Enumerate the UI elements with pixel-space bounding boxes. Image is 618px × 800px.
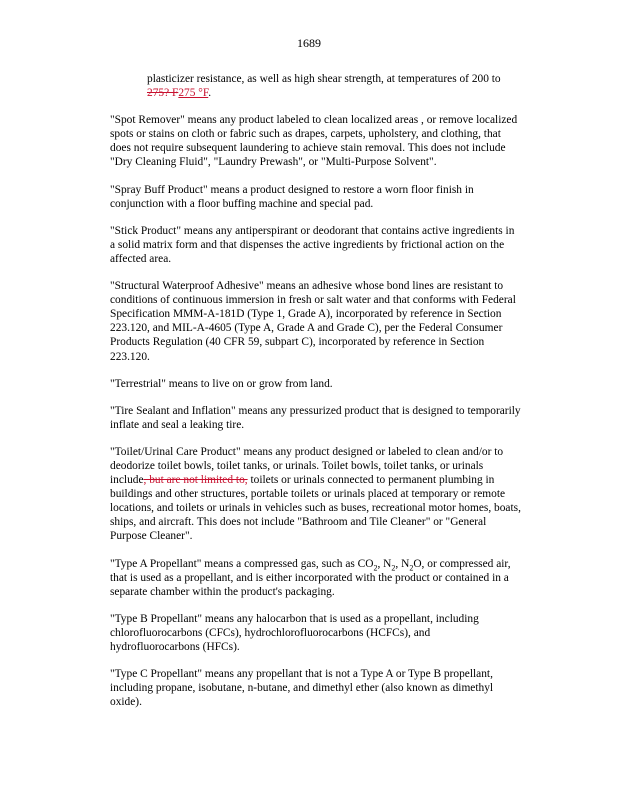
text-run: "Spray Buff Product" means a product designed to restore a worn floor finish in conjunction with a floor buffing machine and special pad. [110, 183, 474, 210]
paragraph-p8 [110, 557, 522, 599]
text-run: "Tire Sealant and Inflation" means any pressurized product that is designed to temporarily inflate and seal a leaking tire. [110, 404, 521, 431]
deleted-text: , but are not limited to, [143, 474, 248, 487]
text-run: , N [395, 557, 410, 570]
subscript-text: 2 [391, 562, 396, 572]
document-body [110, 72, 522, 722]
paragraph-p7 [110, 445, 522, 544]
paragraph-p3 [110, 224, 522, 266]
text-run: "Type A Propellant" means a compressed gas, such as CO [110, 557, 374, 570]
deleted-text: 275? F [147, 87, 179, 100]
inserted-text: 275 °F [178, 87, 209, 100]
text-run: O, or compressed air, that is used as a propellant, and is either incorporated with the product or contained in a separate chamber within the product's packaging. [110, 557, 511, 598]
text-run: "Spot Remover" means any product labeled to clean localized areas , or remove localized spots or stains on cloth or fabric such as drapes, carpets, upholstery, and clothing, that does not require subsequent laundering to achieve stain removal. This does not include "Dry Cleaning Fluid", "Laundry Prewash", or "Multi-Purpose Solvent". [110, 114, 518, 169]
paragraph-p0 [147, 72, 522, 100]
text-run: plasticizer resistance, as well as high shear strength, at temperatures of 200 to [147, 73, 501, 85]
text-run: "Stick Product" means any antiperspirant or deodorant that contains active ingredients in a solid matrix form and that dispenses the active ingredients by frictional action on the affected area. [110, 224, 515, 265]
text-run: "Terrestrial" means to live on or grow from land. [110, 377, 333, 390]
page-number: 1689 [297, 36, 321, 50]
text-run: , N [377, 557, 392, 570]
text-run: . [208, 87, 212, 100]
paragraph-p10 [110, 667, 522, 709]
text-run: "Structural Waterproof Adhesive" means an adhesive whose bond lines are resistant to conditions of continuous immersion in fresh or salt water and that conforms with Federal Specification MMM-A-181D (Type 1, Grade A), incorporated by reference in Section 223.120, and MIL-A-4605 (Type A, Grade A and Grade C), per the Federal Consumer Products Regulation (40 CFR 59, subpart C), incorporated by reference in Section 223.120. [110, 280, 516, 363]
subscript-text: 2 [373, 562, 378, 572]
paragraph-p5 [110, 377, 522, 391]
paragraph-p9 [110, 612, 522, 654]
paragraph-p1 [110, 113, 522, 169]
paragraph-p4 [110, 279, 522, 364]
paragraph-p6 [110, 404, 522, 432]
text-run: "Type B Propellant" means any halocarbon that is used as a propellant, including chlorofluorocarbons (CFCs), hydrochlorofluorocarbons (HCFCs), and hydrofluorocarbons (HFCs). [110, 612, 479, 653]
text-run: "Toilet/Urinal Care Product" means any product designed or labeled to clean and/or to deodorize toilet bowls, toilet tanks, or urinals. Toilet bowls, toilet tanks, or urinals include [110, 445, 504, 487]
subscript-text: 2 [409, 562, 414, 572]
text-run: toilets or urinals connected to permanent plumbing in buildings and other structures, portable toilets or urinals placed at temporary or remote locations, and toilets or urinals in vehicles such as buses, recreational motor homes, boats, ships, and aircraft. This does not include "Bathroom and Tile Cleaner" or "General Purpose Cleaner". [110, 474, 521, 543]
text-run: "Type C Propellant" means any propellant that is not a Type A or Type B propellant, including propane, isobutane, n-butane, and dimethyl ether (also known as dimethyl oxide). [110, 668, 494, 709]
paragraph-p2 [110, 183, 522, 211]
